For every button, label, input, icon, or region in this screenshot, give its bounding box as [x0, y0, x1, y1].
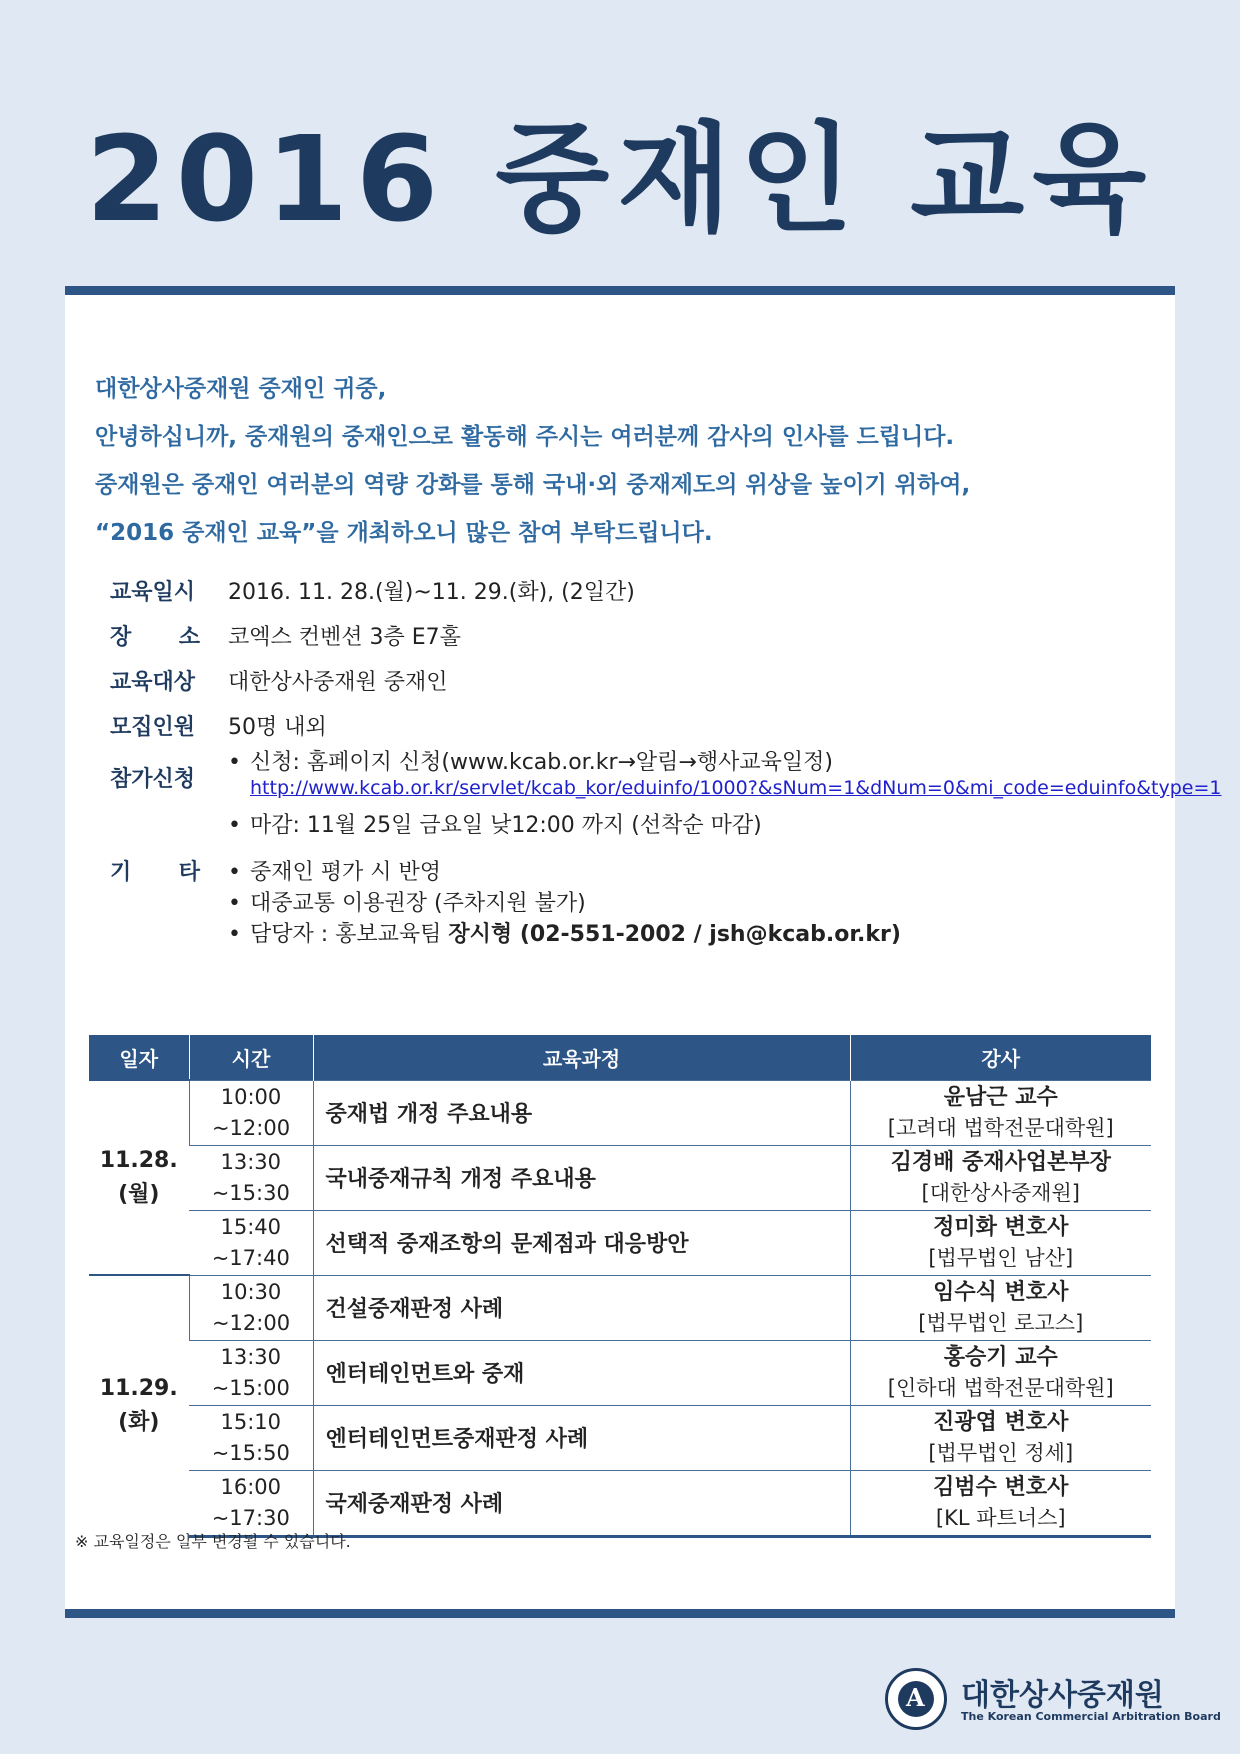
info-label: 모집인원 [110, 715, 196, 740]
date-text: 11.29. [99, 1376, 178, 1401]
schedule-note: ※ 교육일정은 일부 변경될 수 있습니다. [75, 1532, 351, 1551]
schedule-table [89, 1035, 1151, 1538]
header-time: 시간 [189, 1035, 313, 1080]
course-cell: 국제중재판정 사례 [313, 1470, 850, 1536]
instructor-cell: 김범수 변호사 [KL 파트너스] [850, 1470, 1151, 1536]
weekday-text: (월) [118, 1181, 160, 1207]
deadline-bullet: • 마감: 11월 25일 금요일 낮12:00 까지 (선착순 마감) [228, 813, 762, 838]
course-cell: 엔터테인먼트와 중재 [313, 1340, 850, 1405]
apply-text: 신청: 홈페이지 신청(www.kcab.or.kr→알림→행사교육일정) [250, 750, 833, 775]
org-name-english: The Korean Commercial Arbitration Board [961, 1710, 1221, 1723]
instructor-cell: 홍승기 교수 [인하대 법학전문대학원] [850, 1340, 1151, 1405]
instructor-cell: 김경배 중재사업본부장 [대한상사중재원] [850, 1145, 1151, 1210]
deadline-text: 마감: 11월 25일 금요일 낮12:00 까지 (선착순 마감) [250, 813, 762, 838]
table-row [89, 1275, 1151, 1340]
course-cell: 선택적 중재조항의 문제점과 대응방안 [313, 1210, 850, 1275]
date-text: 11.28. [99, 1147, 178, 1173]
time-cell: 10:30 ~12:00 [189, 1275, 313, 1340]
etc-text: 중재인 평가 시 반영 [250, 860, 441, 885]
info-label: 참가신청 [110, 767, 196, 792]
table-row [89, 1405, 1151, 1470]
weekday-text: (화) [118, 1410, 160, 1435]
contact-bullet: • 담당자 : 홍보교육팀 장시형 (02-551-2002 / jsh@kcab.or.kr) [228, 922, 901, 947]
contact-detail: (02-551-2002 / jsh@kcab.or.kr) [512, 922, 901, 947]
info-label: 교육대상 [110, 670, 196, 695]
table-row [89, 1080, 1151, 1145]
info-value: 코엑스 컨벤션 3층 E7홀 [228, 625, 461, 650]
page-title: 2016 중재인 교육 [85, 110, 1155, 248]
header-date: 일자 [89, 1035, 189, 1080]
info-label: 기 타 [110, 860, 200, 885]
content-card [65, 286, 1222, 1618]
info-value: 2016. 11. 28.(월)~11. 29.(화), (2일간) [228, 580, 635, 605]
organization-logo [885, 1668, 1221, 1732]
date-cell [89, 1080, 189, 1275]
course-cell: 엔터테인먼트중재판정 사례 [313, 1405, 850, 1470]
header-course: 교육과정 [313, 1035, 850, 1080]
instructor-cell: 정미화 변호사 [법무법인 남산] [850, 1210, 1151, 1275]
info-label: 장 소 [110, 625, 200, 650]
contact-prefix: 담당자 : 홍보교육팀 [250, 922, 449, 947]
table-row [89, 1145, 1151, 1210]
instructor-cell: 진광엽 변호사 [법무법인 정세] [850, 1405, 1151, 1470]
apply-link[interactable]: http://www.kcab.or.kr/servlet/kcab_kor/eduinfo/1000?&sNum=1&dNum=0&mi_code=eduinfo&type=1 [250, 777, 1222, 799]
table-row [89, 1340, 1151, 1405]
etc-text: 대중교통 이용권장 (주차지원 불가) [250, 891, 586, 916]
course-cell: 중재법 개정 주요내용 [313, 1080, 850, 1145]
info-value: 50명 내외 [228, 715, 327, 740]
course-cell: 국내중재규칙 개정 주요내용 [313, 1145, 850, 1210]
instructor-cell: 윤남근 교수 [고려대 법학전문대학원] [850, 1080, 1151, 1145]
time-cell: 15:10 ~15:50 [189, 1405, 313, 1470]
table-header [89, 1035, 1151, 1080]
intro-line: 대한상사중재원 중재인 귀중, [95, 376, 387, 402]
instructor-cell: 임수식 변호사 [법무법인 로고스] [850, 1275, 1151, 1340]
info-value: 대한상사중재원 중재인 [228, 670, 448, 695]
info-label: 교육일시 [110, 580, 196, 605]
time-cell: 16:00 ~17:30 [189, 1470, 313, 1536]
table-row [89, 1210, 1151, 1275]
time-cell: 15:40 ~17:40 [189, 1210, 313, 1275]
time-cell: 13:30 ~15:00 [189, 1340, 313, 1405]
org-name-korean: 대한상사중재원 [961, 1678, 1164, 1713]
course-cell: 건설중재판정 사례 [313, 1275, 850, 1340]
date-cell [89, 1275, 189, 1536]
contact-name: 장시형 [448, 922, 513, 947]
header-instructor: 강사 [850, 1035, 1151, 1080]
apply-bullet: • 신청: 홈페이지 신청(www.kcab.or.kr→알림→행사교육일정) [228, 750, 833, 775]
etc-bullet: • 대중교통 이용권장 (주차지원 불가) [228, 891, 586, 916]
intro-line: 안녕하십니까, 중재원의 중재인으로 활동해 주시는 여러분께 감사의 인사를 드립니다. [95, 424, 955, 450]
intro-letter [95, 365, 1135, 557]
table-row [89, 1470, 1151, 1536]
time-cell: 10:00 ~12:00 [189, 1080, 313, 1145]
seal-icon: A [885, 1668, 947, 1730]
etc-bullet: • 중재인 평가 시 반영 [228, 860, 441, 885]
intro-line: “2016 중재인 교육”을 개최하오니 많은 참여 부탁드립니다. [95, 520, 713, 546]
time-cell: 13:30 ~15:30 [189, 1145, 313, 1210]
intro-line: 중재원은 중재인 여러분의 역량 강화를 통해 국내·외 중재제도의 위상을 높이기 위하여, [95, 472, 971, 498]
